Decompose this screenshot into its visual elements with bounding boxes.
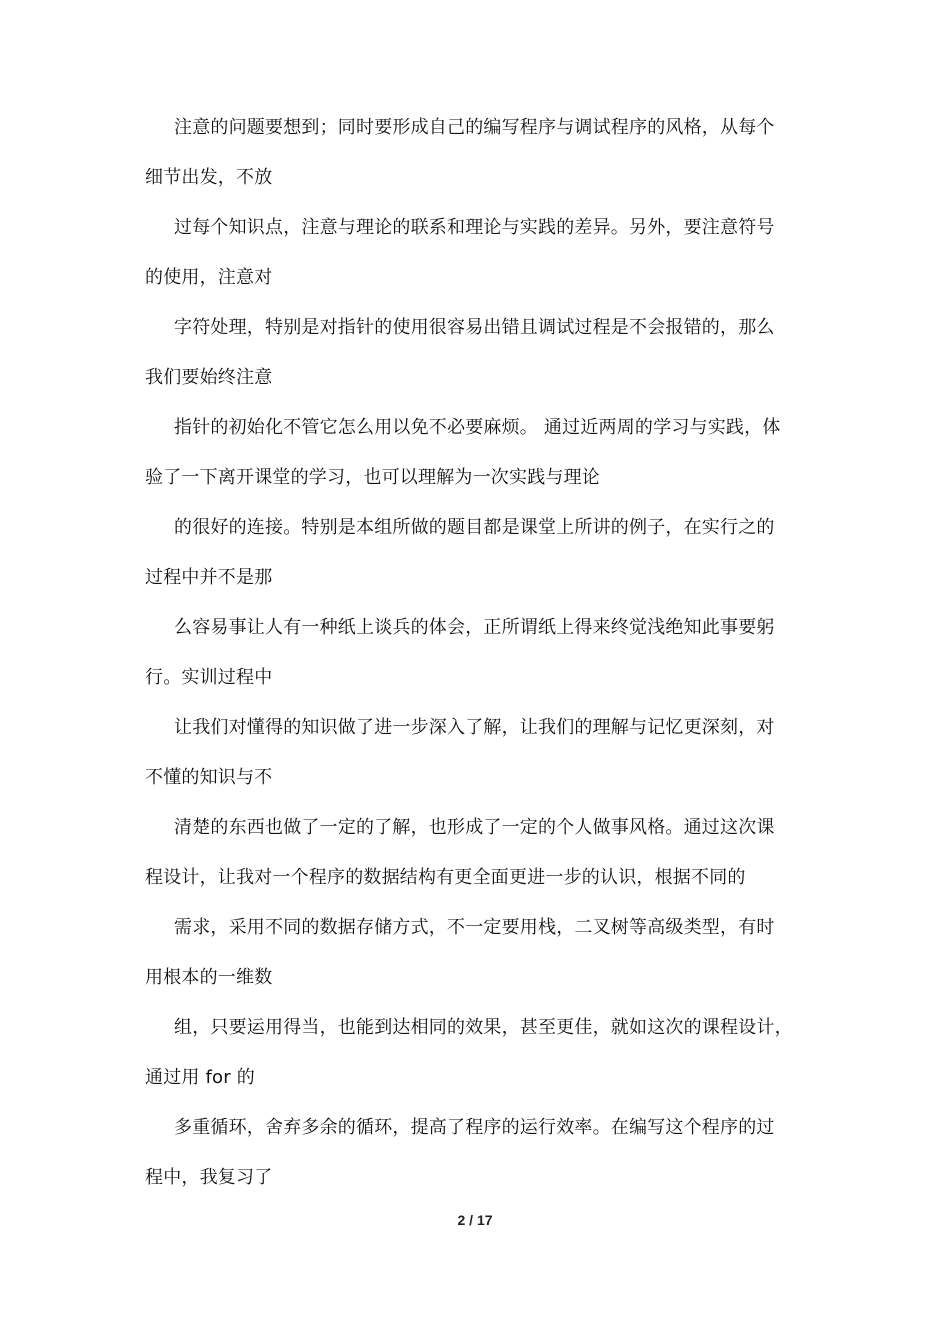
- paragraph: [145, 303, 815, 403]
- text-line: 么容易事让人有一种纸上谈兵的体会，正所谓纸上得来终觉浅绝知此事要躬: [174, 617, 775, 638]
- body-text: [145, 103, 815, 1203]
- paragraph: [145, 603, 815, 703]
- text-line: 过程中并不是那: [145, 567, 273, 588]
- text-line: 清楚的东西也做了一定的了解，也形成了一定的个人做事风格。通过这次课: [174, 817, 775, 838]
- paragraph: [145, 403, 815, 503]
- paragraph: [145, 503, 815, 603]
- text-line: 细节出发，不放: [145, 167, 273, 188]
- text-line: 过每个知识点，注意与理论的联系和理论与实践的差异。另外，要注意符号: [174, 217, 775, 238]
- text-line: 程设计，让我对一个程序的数据结构有更全面更进一步的认识，根据不同的: [145, 867, 746, 888]
- text-line: 注意的问题要想到；同时要形成自己的编写程序与调试程序的风格，从每个: [174, 117, 775, 138]
- page-number: 2 / 17: [457, 1212, 493, 1228]
- text-line: 组，只要运用得当，也能到达相同的效果，甚至更佳，就如这次的课程设计，: [174, 1017, 793, 1038]
- text-line: 我们要始终注意: [145, 367, 273, 388]
- text-line: 字符处理，特别是对指针的使用很容易出错且调试过程是不会报错的，那么: [174, 317, 775, 338]
- text-line: 程中，我复习了: [145, 1167, 273, 1188]
- paragraph: [145, 203, 815, 303]
- paragraph: [145, 903, 815, 1003]
- paragraph: [145, 1003, 815, 1103]
- text-line: 验了一下离开课堂的学习，也可以理解为一次实践与理论: [145, 467, 600, 488]
- paragraph: [145, 703, 815, 803]
- text-line: 需求，采用不同的数据存储方式，不一定要用栈，二叉树等高级类型，有时: [174, 917, 775, 938]
- text-line: 用根本的一维数: [145, 967, 273, 988]
- text-line: 不懂的知识与不: [145, 767, 273, 788]
- paragraph: [145, 803, 815, 903]
- text-line: 指针的初始化不管它怎么用以免不必要麻烦。 通过近两周的学习与实践，体: [174, 417, 781, 438]
- text-line: 的使用，注意对: [145, 267, 273, 288]
- paragraph: [145, 103, 815, 203]
- text-line: 通过用 for 的: [145, 1067, 255, 1088]
- text-line: 让我们对懂得的知识做了进一步深入了解，让我们的理解与记忆更深刻，对: [174, 717, 775, 738]
- text-line: 行。实训过程中: [145, 667, 273, 688]
- paragraph: [145, 1103, 815, 1203]
- text-line: 的很好的连接。特别是本组所做的题目都是课堂上所讲的例子，在实行之的: [174, 517, 775, 538]
- text-line: 多重循环，舍弃多余的循环，提高了程序的运行效率。在编写这个程序的过: [174, 1117, 775, 1138]
